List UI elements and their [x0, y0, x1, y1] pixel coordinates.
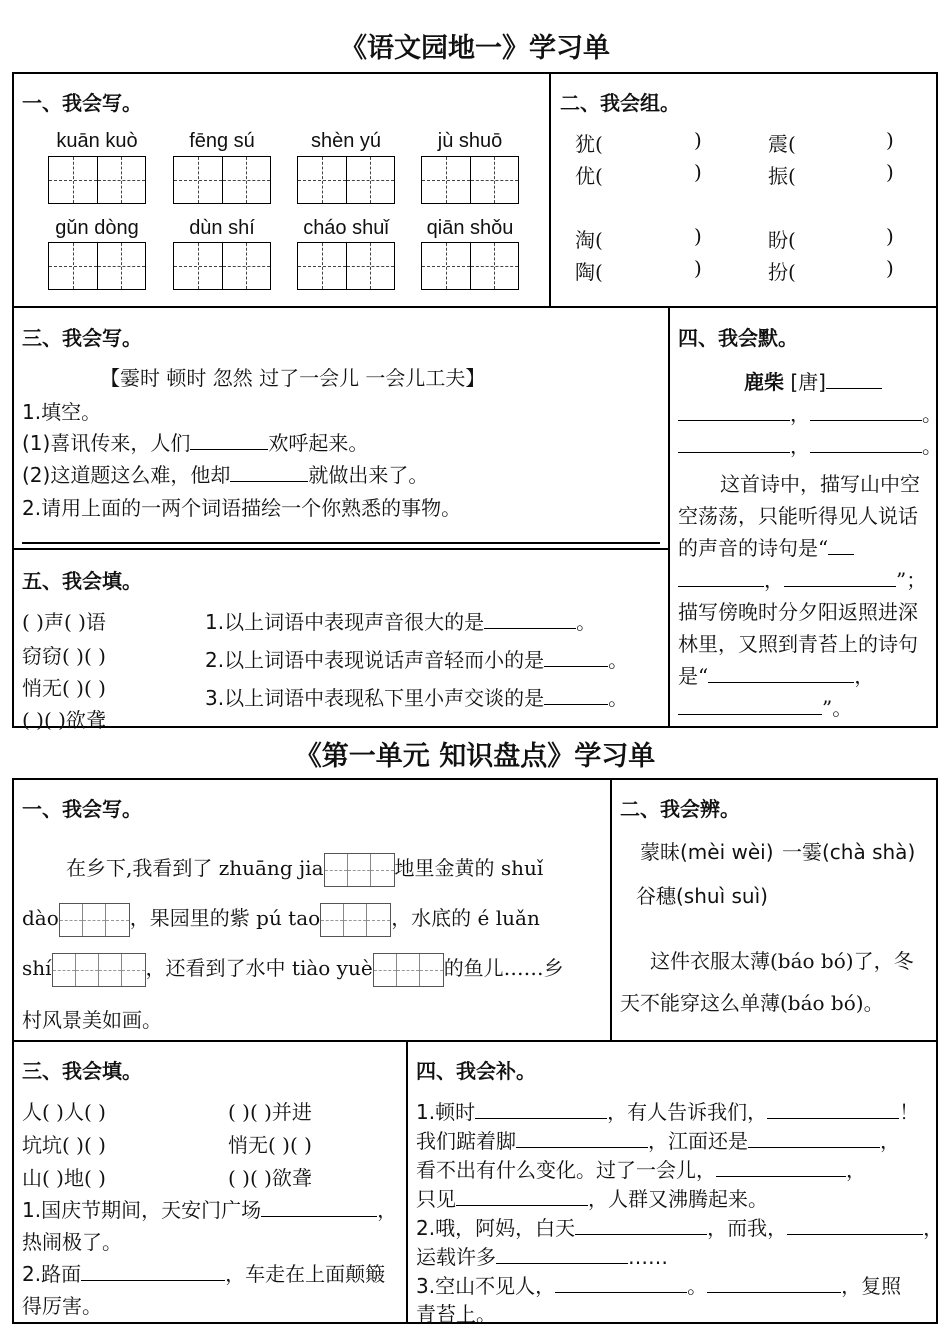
answer-blank[interactable] [784, 569, 896, 587]
fill-item: ( )( )欲聋 [22, 708, 106, 732]
answer-blank[interactable] [230, 464, 308, 482]
section-heading: 四、我会默。 [678, 326, 798, 350]
word-item: 震( [768, 132, 796, 156]
answer-blank[interactable] [456, 1188, 588, 1206]
word-item: 盼( [768, 228, 796, 252]
word-item: 陶( [575, 260, 603, 284]
word-choice: 蒙昧(mèi wèi) [640, 840, 774, 864]
word-bank: 【霎时 顿时 忽然 过了一会儿 一会儿工夫】 [100, 366, 486, 390]
passage-line: dào ，果园里的紫 pú tao ，水底的 é luǎn [22, 902, 540, 937]
answer-blank[interactable] [708, 665, 854, 683]
question-text: 1.顿时 ，有人告诉我们， ！ [416, 1100, 920, 1124]
writing-box[interactable] [173, 242, 271, 290]
pinyin-label: gǔn dòng [55, 217, 139, 239]
pinyin-label: fēng sú [189, 130, 255, 152]
fill-item: ( )( )并进 [228, 1100, 312, 1124]
question-text: 1.国庆节期间，天安门广场 ， [22, 1198, 398, 1222]
answer-blank[interactable] [826, 371, 882, 389]
section-heading: 五、我会填。 [22, 569, 142, 593]
question-text: (1)喜讯传来，人们 欢呼起来。 [22, 431, 369, 455]
word-item: 淘( [575, 228, 603, 252]
section-heading: 一、我会写。 [22, 797, 142, 821]
answer-blank[interactable] [81, 1263, 225, 1281]
fill-item: 山( )地( ) [22, 1166, 106, 1190]
answer-blank[interactable] [707, 1275, 841, 1293]
fill-item: 坑坑( )( ) [22, 1133, 106, 1157]
answer-blank[interactable] [678, 403, 790, 421]
pinyin-label: shèn yú [310, 130, 382, 152]
pinyin-label: kuān kuò [56, 130, 138, 152]
fill-item: 窃窃( )( ) [22, 644, 106, 668]
answer-blank[interactable] [544, 649, 608, 667]
question-text: 青苔上。 [416, 1302, 496, 1326]
question-text: 2.请用上面的一两个词语描绘一个你熟悉的事物。 [22, 496, 462, 520]
sheet2-title: 《第一单元 知识盘点》学习单 [294, 741, 656, 772]
answer-blank[interactable] [678, 697, 822, 715]
question-text: 运载许多 …… [416, 1245, 668, 1269]
section-heading: 四、我会补。 [416, 1059, 536, 1083]
word-item: 扮( [768, 260, 796, 284]
section-heading: 三、我会写。 [22, 326, 142, 350]
answer-blank[interactable] [190, 432, 268, 450]
answer-blank[interactable] [516, 1130, 648, 1148]
passage-line: 村风景美如画。 [22, 1008, 162, 1032]
answer-blank[interactable] [748, 1130, 880, 1148]
word-item: 犹( [575, 132, 603, 156]
poem-title: 鹿柴 [唐] [744, 366, 882, 395]
pinyin-label: dùn shí [189, 217, 255, 239]
fill-item: 悄无( )( ) [228, 1133, 312, 1157]
question-text: 只见 ，人群又沸腾起来。 [416, 1187, 768, 1211]
answer-blank[interactable] [544, 687, 608, 705]
answer-blank[interactable] [787, 1217, 923, 1235]
passage-line: 在乡下,我看到了 zhuāng jia 地里金黄的 shuǐ [66, 852, 543, 887]
section-heading: 二、我会组。 [560, 91, 680, 115]
answer-blank[interactable] [575, 1217, 707, 1235]
answer-blank[interactable] [475, 1101, 607, 1119]
writing-box[interactable] [373, 953, 444, 987]
fill-item: 悄无( )( ) [22, 676, 106, 700]
question-text: 热闹极了。 [22, 1230, 122, 1254]
answer-blank[interactable] [716, 1159, 846, 1177]
poem-line: ， 。 [678, 430, 942, 459]
writing-box[interactable] [48, 156, 146, 204]
question-text: 2.路面 ，车走在上面颠簸 [22, 1262, 386, 1286]
writing-box[interactable] [52, 953, 146, 987]
answer-blank[interactable] [496, 1246, 628, 1264]
writing-box[interactable] [297, 156, 395, 204]
word-item: 优( [575, 164, 603, 188]
writing-box[interactable] [173, 156, 271, 204]
word-item: 振( [768, 164, 796, 188]
answer-blank[interactable] [678, 569, 764, 587]
answer-blank[interactable] [810, 435, 922, 453]
sheet1-title: 《语文园地一》学习单 [340, 33, 610, 64]
section-heading: 一、我会写。 [22, 91, 142, 115]
pinyin-label: jù shuō [437, 130, 503, 152]
section-heading: 二、我会辨。 [620, 797, 740, 821]
word-choice: 谷穗(shuì suì) [636, 884, 768, 908]
answer-blank[interactable] [678, 435, 790, 453]
question-text: (2)这道题这么难，他却 就做出来了。 [22, 463, 429, 487]
writing-box[interactable] [324, 853, 395, 887]
question-text: 2.哦，阿妈，白天 ，而我， ， [416, 1216, 944, 1240]
answer-blank[interactable] [261, 1199, 377, 1217]
sentence-choice: 这件衣服太薄(báo bó)了，冬天不能穿这么单薄(báo bó)。 [620, 949, 914, 1015]
answer-blank[interactable] [810, 403, 922, 421]
answer-blank[interactable] [484, 611, 576, 629]
section-heading: 三、我会填。 [22, 1059, 142, 1083]
question-text: 1.填空。 [22, 400, 102, 424]
question-text: 我们踮着脚 ，江面还是 ， [416, 1129, 900, 1153]
writing-box[interactable] [48, 242, 146, 290]
passage-line: shí ，还看到了水中 tiào yuè 的鱼儿……乡 [22, 952, 564, 987]
poem-line: ， 。 [678, 398, 942, 427]
writing-box[interactable] [59, 903, 130, 937]
question-text: 3.以上词语中表现私下里小声交谈的是 。 [205, 686, 629, 710]
poem-question: 这首诗中，描写山中空空荡荡，只能听得见人说话的声音的诗句是“， ”；描写傍晚时分夕阳返照进深林里，又照到青苔上的诗句是“ ，”。 [678, 472, 927, 720]
question-text: 1.以上词语中表现声音很大的是 。 [205, 610, 597, 634]
word-choice: 一霎(chà shà) [782, 840, 916, 864]
answer-blank[interactable] [555, 1275, 687, 1293]
answer-blank[interactable] [767, 1101, 899, 1119]
writing-box[interactable] [297, 242, 395, 290]
question-text: 2.以上词语中表现说话声音轻而小的是 。 [205, 648, 629, 672]
fill-item: 人( )人( ) [22, 1100, 106, 1124]
answer-line[interactable] [22, 542, 660, 544]
pinyin-label: cháo shuǐ [303, 217, 389, 239]
question-text: 看不出有什么变化。过了一会儿， ， [416, 1158, 866, 1182]
fill-item: ( )声( )语 [22, 610, 106, 634]
question-text: 3.空山不见人， 。 ，复照 [416, 1274, 902, 1298]
writing-box[interactable] [421, 242, 519, 290]
fill-item: ( )( )欲聋 [228, 1166, 312, 1190]
pinyin-label: qiān shǒu [426, 217, 514, 239]
question-text: 得厉害。 [22, 1294, 102, 1318]
writing-box[interactable] [320, 903, 391, 937]
writing-box[interactable] [421, 156, 519, 204]
